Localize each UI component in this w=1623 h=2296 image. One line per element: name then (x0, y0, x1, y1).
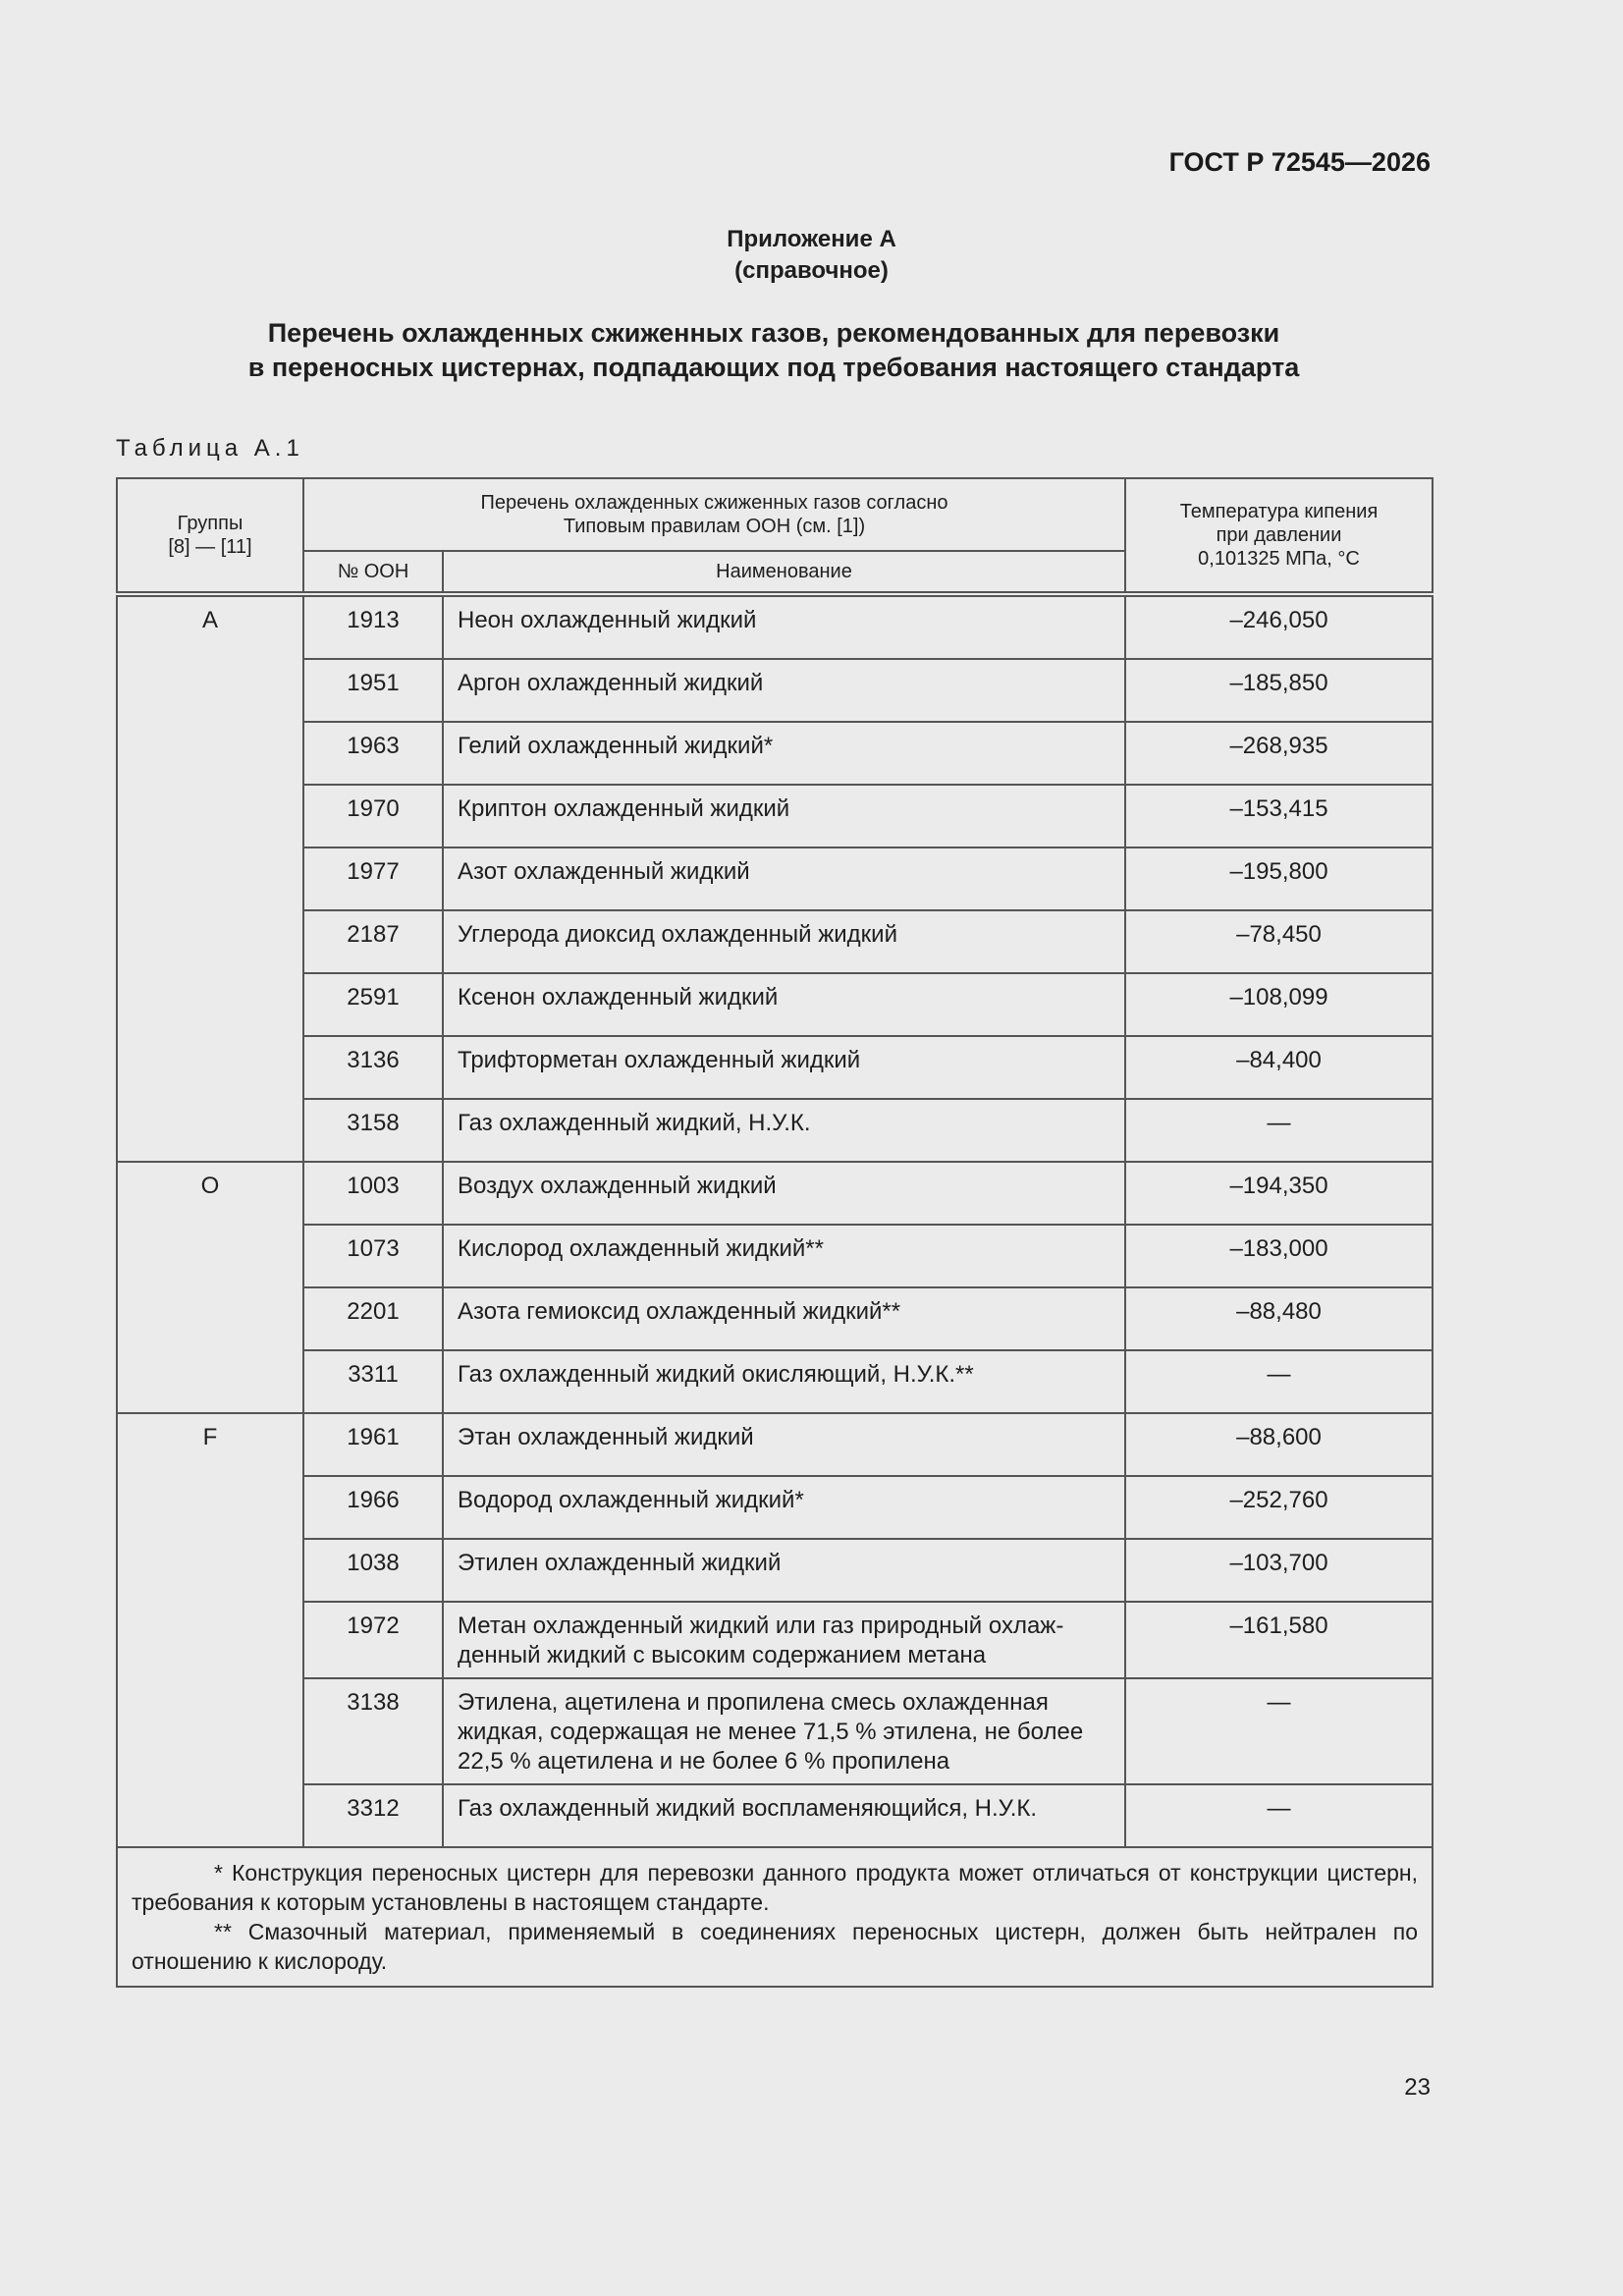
name-cell: Газ охлажденный жидкий воспламеняющийся, Н.У.К. (443, 1784, 1125, 1847)
un-number-cell: 1913 (303, 594, 443, 659)
table-row (117, 1036, 1433, 1099)
header-name: Наименование (443, 551, 1125, 594)
un-number-cell: 1961 (303, 1413, 443, 1476)
document-title-line-2: в переносных цистернах, подпадающих под требования настоящего стандарта (247, 353, 1300, 382)
group-cell: О (117, 1162, 303, 1413)
temperature-cell: –194,350 (1125, 1162, 1433, 1225)
header-temperature: Температура кипения при давлении 0,101325 МПа, °С (1125, 478, 1433, 594)
table-row (117, 785, 1433, 847)
name-cell: Гелий охлажденный жидкий* (443, 722, 1125, 785)
table-row (117, 1350, 1433, 1413)
name-cell: Воздух охлажденный жидкий (443, 1162, 1125, 1225)
temperature-cell: –153,415 (1125, 785, 1433, 847)
temperature-cell: –103,700 (1125, 1539, 1433, 1602)
annex-heading (0, 224, 1623, 287)
document-title-line-1: Перечень охлажденных сжиженных газов, рекомендованных для перевозки (267, 318, 1280, 348)
temperature-cell: –88,600 (1125, 1413, 1433, 1476)
name-cell: Трифторметан охлажденный жидкий (443, 1036, 1125, 1099)
name-cell: Водород охлажденный жидкий* (443, 1476, 1125, 1539)
un-number-cell: 1966 (303, 1476, 443, 1539)
table-row (117, 1413, 1433, 1476)
temperature-cell: — (1125, 1350, 1433, 1413)
un-number-cell: 3138 (303, 1678, 443, 1784)
name-cell: Этилен охлажденный жидкий (443, 1539, 1125, 1602)
page-number: 23 (1404, 2074, 1431, 2101)
name-cell: Криптон охлажденный жидкий (443, 785, 1125, 847)
note-2: ** Смазочный материал, применяемый в соединениях переносных цистерн, должен быть нейтрален по отношению к кислороду. (132, 1919, 1418, 1974)
name-cell: Неон охлажденный жидкий (443, 594, 1125, 659)
un-number-cell: 3136 (303, 1036, 443, 1099)
table-row (117, 973, 1433, 1036)
table-row (117, 1539, 1433, 1602)
note-1: * Конструкция переносных цистерн для перевозки данного продукта может отличаться от конструкции цистерн, требования к которым установлены в настоящем стандарте. (132, 1860, 1418, 1915)
name-cell: Газ охлажденный жидкий, Н.У.К. (443, 1099, 1125, 1162)
document-code: ГОСТ Р 72545—2026 (1168, 147, 1431, 177)
group-cell: F (117, 1413, 303, 1847)
temperature-cell: –88,480 (1125, 1287, 1433, 1350)
gases-table (116, 477, 1434, 1988)
table-body (117, 594, 1433, 1847)
table-row (117, 1602, 1433, 1678)
annex-kind: (справочное) (734, 257, 889, 284)
temperature-cell: –246,050 (1125, 594, 1433, 659)
name-cell: Ксенон охлажденный жидкий (443, 973, 1125, 1036)
table-row (117, 847, 1433, 910)
un-number-cell: 3158 (303, 1099, 443, 1162)
temperature-cell: –161,580 (1125, 1602, 1433, 1678)
un-number-cell: 1038 (303, 1539, 443, 1602)
table-row (117, 1784, 1433, 1847)
temperature-cell: –84,400 (1125, 1036, 1433, 1099)
temperature-cell: –252,760 (1125, 1476, 1433, 1539)
name-cell: Углерода диоксид охлажденный жидкий (443, 910, 1125, 973)
name-cell: Метан охлажденный жидкий или газ природный охлаж- денный жидкий с высоким содержанием метана (443, 1602, 1125, 1678)
annex-title: Приложение А (727, 226, 896, 252)
header-groups: Группы [8] — [11] (117, 478, 303, 594)
table-row (117, 1162, 1433, 1225)
un-number-cell: 1073 (303, 1225, 443, 1287)
un-number-cell: 2201 (303, 1287, 443, 1350)
un-number-cell: 2591 (303, 973, 443, 1036)
un-number-cell: 3312 (303, 1784, 443, 1847)
temperature-cell: — (1125, 1099, 1433, 1162)
un-number-cell: 1963 (303, 722, 443, 785)
header-un-number: № ООН (303, 551, 443, 594)
table-row (117, 1099, 1433, 1162)
temperature-cell: –195,800 (1125, 847, 1433, 910)
un-number-cell: 2187 (303, 910, 443, 973)
name-cell: Азота гемиоксид охлажденный жидкий** (443, 1287, 1125, 1350)
temperature-cell: –185,850 (1125, 659, 1433, 722)
temperature-cell: –108,099 (1125, 973, 1433, 1036)
un-number-cell: 3311 (303, 1350, 443, 1413)
name-cell: Газ охлажденный жидкий окисляющий, Н.У.К.** (443, 1350, 1125, 1413)
name-cell: Кислород охлажденный жидкий** (443, 1225, 1125, 1287)
temperature-cell: –78,450 (1125, 910, 1433, 973)
temperature-cell: — (1125, 1784, 1433, 1847)
un-number-cell: 1003 (303, 1162, 443, 1225)
temperature-cell: — (1125, 1678, 1433, 1784)
table-row (117, 1225, 1433, 1287)
group-cell: А (117, 594, 303, 1162)
table-row (117, 722, 1433, 785)
name-cell: Этан охлажденный жидкий (443, 1413, 1125, 1476)
un-number-cell: 1951 (303, 659, 443, 722)
document-title (0, 316, 1547, 385)
table-row (117, 1287, 1433, 1350)
temperature-cell: –183,000 (1125, 1225, 1433, 1287)
un-number-cell: 1970 (303, 785, 443, 847)
un-number-cell: 1972 (303, 1602, 443, 1678)
name-cell: Азот охлажденный жидкий (443, 847, 1125, 910)
un-number-cell: 1977 (303, 847, 443, 910)
table-row (117, 594, 1433, 659)
name-cell: Этилена, ацетилена и пропилена смесь охлажденная жидкая, содержащая не менее 71,5 % этилена, не более 22,5 % ацетилена и не более 6 % пропилена (443, 1678, 1125, 1784)
table-caption: Таблица А.1 (116, 435, 304, 462)
temperature-cell: –268,935 (1125, 722, 1433, 785)
table-row (117, 1476, 1433, 1539)
header-list: Перечень охлажденных сжиженных газов согласно Типовым правилам ООН (см. [1]) (303, 478, 1125, 551)
name-cell: Аргон охлажденный жидкий (443, 659, 1125, 722)
table-row (117, 659, 1433, 722)
table-notes (117, 1847, 1433, 1987)
table-row (117, 910, 1433, 973)
table-row (117, 1678, 1433, 1784)
